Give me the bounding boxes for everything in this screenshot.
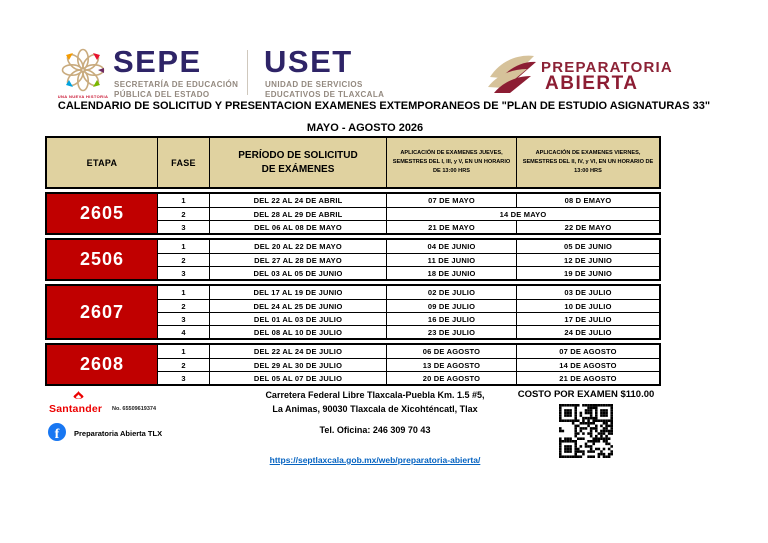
jueves-date-cell: 11 DE JUNIO [386, 253, 516, 266]
periodo-cell: DEL 22 AL 24 DE ABRIL [209, 194, 386, 207]
uset-sub-line2: EDUCATIVOS DE TLAXCALA [265, 90, 385, 100]
fase-cell: 2 [157, 253, 209, 266]
exam-cost-label: COSTO POR EXAMEN $110.00 [517, 389, 655, 400]
santander-flame-icon [71, 391, 86, 403]
fase-cell: 1 [157, 345, 209, 358]
address-line1: Carretera Federal Libre Tlaxcala-Puebla Km. 1.5 #5, [265, 390, 485, 400]
viernes-date-cell: 05 DE JUNIO [516, 240, 659, 253]
jueves-date-cell: 13 DE AGOSTO [386, 358, 516, 371]
jueves-date-cell: 07 DE MAYO [386, 194, 516, 207]
jueves-date-cell: 04 DE JUNIO [386, 240, 516, 253]
periodo-cell: DEL 08 AL 10 DE JULIO [209, 325, 386, 338]
viernes-date-cell: 24 DE JULIO [516, 325, 659, 338]
office-phone: Tel. Oficina: 246 309 70 43 [319, 424, 431, 435]
fase-cell: 4 [157, 325, 209, 338]
fase-cell: 2 [157, 299, 209, 312]
uset-sub-line1: UNIDAD DE SERVICIOS [265, 80, 363, 89]
calendar-table [45, 136, 661, 386]
fase-cell: 2 [157, 358, 209, 371]
santander-account-number: No. 65509619374 [112, 406, 157, 412]
fase-cell: 3 [157, 312, 209, 325]
periodo-cell: DEL 01 AL 03 DE JULIO [209, 312, 386, 325]
etapa-cell: 2608 [47, 345, 157, 384]
fase-cell: 1 [157, 286, 209, 299]
page-title: CALENDARIO DE SOLICITUD Y PRESENTACION EXAMENES EXTEMPORANEOS DE "PLAN DE ESTUDIO ASIGNATURAS 33" [57, 100, 711, 112]
column-header-periodo: PERÍODO DE SOLICITUD DE EXÁMENES [209, 138, 386, 187]
periodo-cell: DEL 22 AL 24 DE JULIO [209, 345, 386, 358]
sepe-flower-icon [60, 47, 106, 93]
uset-logo-subtitle [265, 80, 384, 101]
fase-cell: 2 [157, 207, 209, 220]
fase-cell: 3 [157, 371, 209, 384]
santander-logo-text: Santander [49, 403, 103, 415]
viernes-date-cell: 03 DE JULIO [516, 286, 659, 299]
viernes-date-cell: 10 DE JULIO [516, 299, 659, 312]
address-line2: La Animas, 90030 Tlaxcala de Xicohténcatl, Tlax [272, 403, 478, 414]
uset-logo-text: USET [264, 44, 353, 79]
sepe-logo-text: SEPE [113, 44, 202, 79]
fase-cell: 1 [157, 240, 209, 253]
calendar-table-body [45, 192, 661, 386]
viernes-date-cell: 12 DE JUNIO [516, 253, 659, 266]
sepe-sub-line1: SECRETARÍA DE EDUCACIÓN [114, 80, 239, 89]
facebook-icon [48, 423, 66, 441]
sepe-sub-line2: PÚBLICA DEL ESTADO [114, 90, 210, 100]
abierta-logo-text: ABIERTA [545, 73, 639, 94]
jueves-date-cell: 09 DE JULIO [386, 299, 516, 312]
period-subtitle: MAYO - AGOSTO 2026 [306, 122, 424, 134]
column-header-jueves: APLICACIÓN DE EXAMENES JUEVES, SEMESTRES DEL I, III, y V, EN UN HORARIO DE 13:00 HRS [386, 138, 516, 187]
etapa-group [45, 284, 661, 340]
column-header-fase: FASE [157, 138, 209, 187]
facebook-page-name: Preparatoria Abierta TLX [74, 429, 163, 438]
jueves-date-cell: 21 DE MAYO [386, 220, 516, 233]
periodo-cell: DEL 20 AL 22 DE MAYO [209, 240, 386, 253]
viernes-date-cell: 22 DE MAYO [516, 220, 659, 233]
periodo-cell: DEL 06 AL 08 DE MAYO [209, 220, 386, 233]
etapa-group [45, 238, 661, 281]
periodo-cell: DEL 29 AL 30 DE JULIO [209, 358, 386, 371]
table-header-row [45, 136, 661, 189]
column-header-viernes: APLICACIÓN DE EXAMENES VIERNES, SEMESTRES DEL II, IV, y VI, EN UN HORARIO DE 13:00 HRS [516, 138, 659, 187]
etapa-cell: 2607 [47, 286, 157, 338]
periodo-cell: DEL 27 AL 28 DE MAYO [209, 253, 386, 266]
periodo-cell: DEL 17 AL 19 DE JUNIO [209, 286, 386, 299]
periodo-cell: DEL 05 AL 07 DE JULIO [209, 371, 386, 384]
viernes-date-cell: 21 DE AGOSTO [516, 371, 659, 384]
jueves-date-cell: 20 DE AGOSTO [386, 371, 516, 384]
etapa-group [45, 343, 661, 386]
sepe-tagline: UNA NUEVA HISTORIA [57, 94, 109, 99]
website-link[interactable]: https://septlaxcala.gob.mx/web/preparatoria-abierta/ [269, 454, 481, 465]
viernes-date-cell: 14 DE AGOSTO [516, 358, 659, 371]
sepe-logo-subtitle [114, 80, 238, 101]
periodo-cell: DEL 28 AL 29 DE ABRIL [209, 207, 386, 220]
viernes-date-cell: 19 DE JUNIO [516, 266, 659, 279]
merged-date-cell: 14 DE MAYO [386, 207, 659, 220]
qr-code [559, 404, 613, 458]
periodo-cell: DEL 03 AL 05 DE JUNIO [209, 266, 386, 279]
fase-cell: 3 [157, 266, 209, 279]
preparatoria-logo-text: PREPARATORIA [541, 59, 673, 76]
periodo-cell: DEL 24 AL 25 DE JUNIO [209, 299, 386, 312]
jueves-date-cell: 18 DE JUNIO [386, 266, 516, 279]
jueves-date-cell: 23 DE JULIO [386, 325, 516, 338]
viernes-date-cell: 08 D EMAYO [516, 194, 659, 207]
open-book-icon [486, 51, 544, 95]
etapa-cell: 2506 [47, 240, 157, 279]
fase-cell: 3 [157, 220, 209, 233]
jueves-date-cell: 02 DE JULIO [386, 286, 516, 299]
viernes-date-cell: 17 DE JULIO [516, 312, 659, 325]
jueves-date-cell: 16 DE JULIO [386, 312, 516, 325]
fase-cell: 1 [157, 194, 209, 207]
etapa-group [45, 192, 661, 235]
logo-divider [247, 50, 248, 95]
contact-block [225, 389, 525, 465]
etapa-cell: 2605 [47, 194, 157, 233]
column-header-etapa: ETAPA [86, 157, 118, 168]
jueves-date-cell: 06 DE AGOSTO [386, 345, 516, 358]
viernes-date-cell: 07 DE AGOSTO [516, 345, 659, 358]
